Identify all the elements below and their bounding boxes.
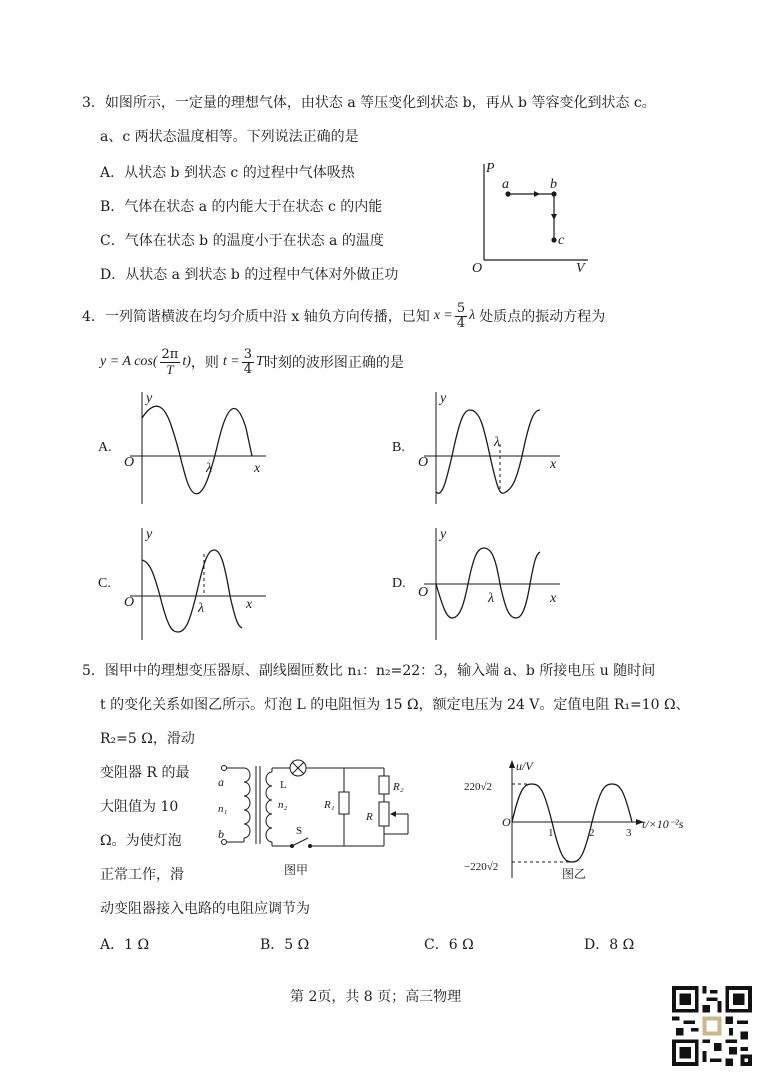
svg-text:y: y <box>440 527 447 542</box>
q3-pv-diagram <box>470 160 600 280</box>
svg-text:2: 2 <box>589 827 595 839</box>
q5-wrap-line4: Ω。为使灯泡 <box>100 833 182 849</box>
svg-text:y: y <box>440 391 447 406</box>
svg-text:a: a <box>218 775 224 789</box>
q3-stem-line1: 3．如图所示，一定量的理想气体，由状态 a 等压变化到状态 b，再从 b 等容变化到状态 c。 <box>82 95 656 111</box>
q5-stem-line2: t 的变化关系如图乙所示。灯泡 L 的电阻恒为 15 Ω，额定电压为 24 V。定值电阻 R₁=10 Ω、 <box>100 697 690 713</box>
q5-option-d: D．8 Ω <box>584 937 635 953</box>
q4-stem-line1: 4． 一列简谐横波在均匀介质中沿 x 轴负方向传播，已知 x = $\frac{5}{4}$ λ 处质点的振动方程为 <box>82 300 606 331</box>
q4-graph-d <box>414 524 574 644</box>
svg-text:λ: λ <box>198 601 205 616</box>
q3-origin: O <box>472 261 483 276</box>
q4-fraction-3-4: $\frac{3}{4}$ <box>243 346 253 377</box>
page-footer: 第 2页，共 8 页；高三物理 <box>290 989 462 1005</box>
svg-text:O: O <box>418 455 429 470</box>
svg-text:图甲: 图甲 <box>284 863 309 877</box>
q3-point-a: a <box>502 177 509 192</box>
q3-point-c: c <box>558 233 565 248</box>
q5-stem-last: 动变阻器接入电路的电阻应调节为 <box>100 901 310 917</box>
q5-option-c: C．6 Ω <box>424 937 474 953</box>
q5-voltage-graph <box>464 760 704 884</box>
svg-text:y: y <box>146 391 153 406</box>
svg-text:O: O <box>418 585 429 600</box>
q4-fraction-5-4: $\frac{5}{4}$ <box>456 300 466 331</box>
q4-graph-b <box>414 388 574 508</box>
svg-text:x: x <box>550 591 557 606</box>
q4-graph-c <box>120 524 280 644</box>
q4-option-b-label: B. <box>392 440 405 455</box>
q3-axis-p: P <box>486 161 495 176</box>
svg-text:x: x <box>246 597 253 612</box>
q4-graph-a <box>120 388 280 508</box>
q3-option-a: A．从状态 b 到状态 c 的过程中气体吸热 <box>100 165 355 181</box>
svg-text:x: x <box>254 461 261 476</box>
svg-text:3: 3 <box>626 827 632 839</box>
q4-fraction-2pi-t: $\frac{2\pi}{T}$ <box>161 346 179 377</box>
q3-option-c: C．气体在状态 b 的温度小于在状态 a 的温度 <box>100 233 384 249</box>
svg-text:O: O <box>124 455 135 470</box>
svg-text:1: 1 <box>548 827 554 839</box>
svg-text:R: R <box>366 811 373 823</box>
q4-option-d-label: D. <box>392 576 406 591</box>
svg-text:t/×10⁻²s: t/×10⁻²s <box>642 817 684 831</box>
svg-text:y: y <box>146 527 153 542</box>
q4-option-a-label: A. <box>98 440 112 455</box>
q4-stem-line2: y = A cos( $\frac{2\pi}{T}$ t) ，则 t = $\frac{3}{4}$ T 时刻的波形图正确的是 <box>100 346 404 377</box>
svg-text:x: x <box>550 457 557 472</box>
svg-text:220√2: 220√2 <box>464 781 493 793</box>
svg-text:b: b <box>218 827 224 841</box>
q3-stem-line2: a、c 两状态温度相等。下列说法正确的是 <box>100 129 359 145</box>
qr-code-icon <box>672 986 752 1066</box>
svg-text:L: L <box>280 779 287 791</box>
svg-text:R₂: R₂ <box>393 781 404 793</box>
q3-option-d: D．从状态 a 到状态 b 的过程中气体对外做正功 <box>100 267 399 283</box>
svg-text:O: O <box>502 815 511 829</box>
q4-option-c-label: C. <box>98 576 111 591</box>
q5-wrap-line2: 变阻器 R 的最 <box>100 765 190 781</box>
q5-wrap-line5: 正常工作，滑 <box>100 867 184 883</box>
q3-option-b: B．气体在状态 a 的内能大于在状态 c 的内能 <box>100 199 383 215</box>
svg-text:u/V: u/V <box>516 759 533 773</box>
svg-text:λ: λ <box>488 591 495 606</box>
q5-option-a: A．1 Ω <box>100 937 150 953</box>
svg-text:n₂: n₂ <box>278 799 288 811</box>
svg-text:图乙: 图乙 <box>562 867 587 881</box>
svg-text:λ: λ <box>206 461 213 476</box>
svg-text:S: S <box>296 825 303 837</box>
svg-text:λ: λ <box>494 435 501 450</box>
svg-text:R₁: R₁ <box>324 799 335 811</box>
q5-stem-line1: 5．图甲中的理想变压器原、副线圈匝数比 n₁：n₂=22：3，输入端 a、b 所接电压 u 随时间 <box>82 663 656 679</box>
q5-circuit-diagram <box>212 756 432 880</box>
q3-point-b: b <box>550 177 557 192</box>
q5-wrap-line1: R₂=5 Ω，滑动 <box>100 731 195 747</box>
svg-text:O: O <box>124 595 135 610</box>
svg-text:−220√2: −220√2 <box>464 861 499 873</box>
q5-option-b: B．5 Ω <box>260 937 310 953</box>
svg-text:n₁: n₁ <box>218 803 228 815</box>
q3-axis-v: V <box>576 261 585 276</box>
q5-wrap-line3: 大阻值为 10 <box>100 799 179 815</box>
